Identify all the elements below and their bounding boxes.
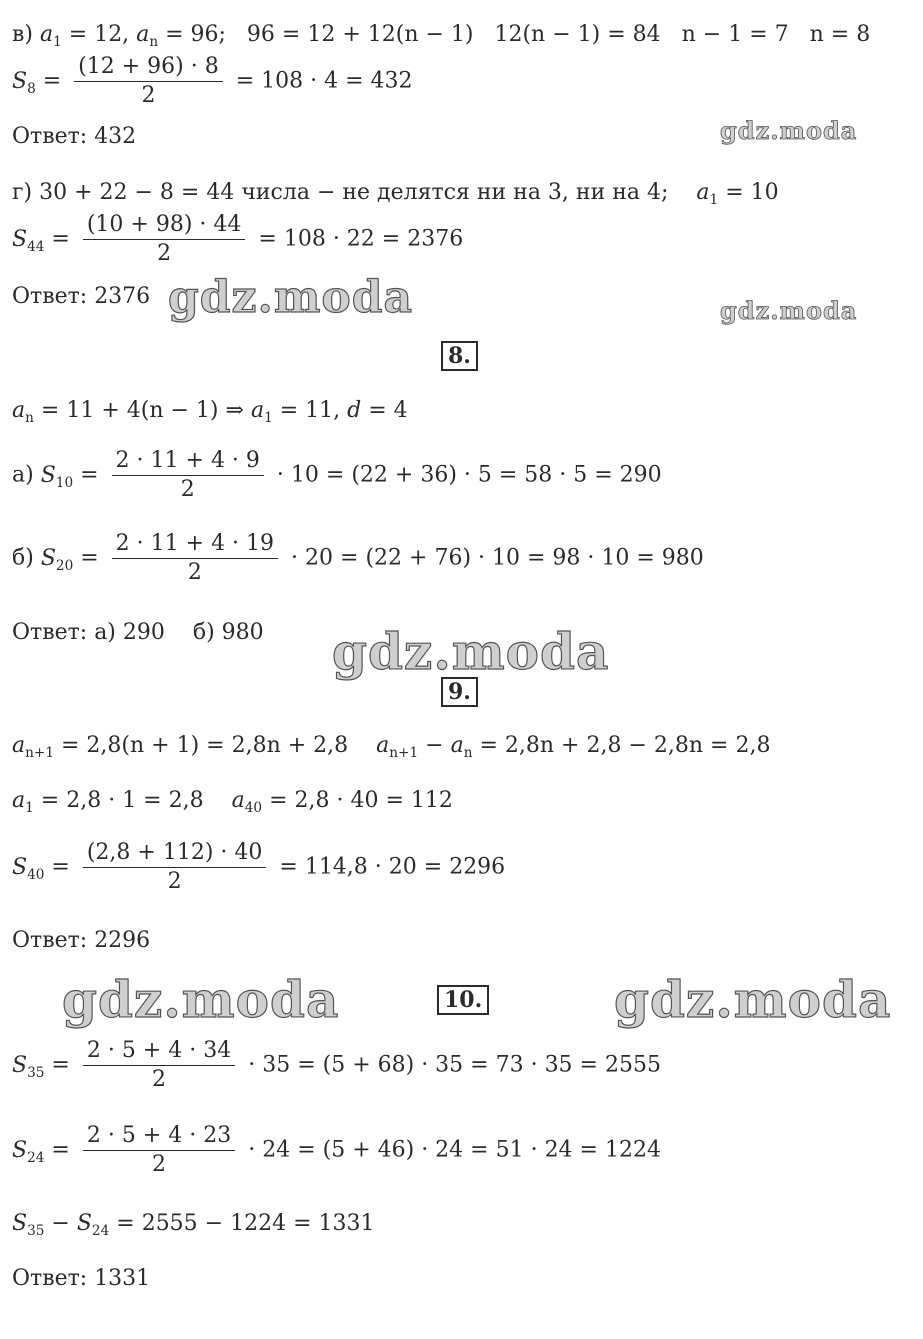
an-value: = 96; — [165, 22, 226, 47]
denominator: 2 — [152, 1152, 167, 1177]
part-v-line1 — [12, 24, 870, 50]
answer: Ответ: 1331 — [12, 1266, 151, 1291]
numerator: (12 + 96) · 8 — [74, 56, 223, 82]
var-an: $a_n$ — [12, 398, 34, 427]
denominator: 2 — [187, 560, 202, 585]
watermark: gdz.moda — [720, 116, 858, 145]
result: · 35 = (5 + 68) · 35 = 73 · 35 = 2555 — [248, 1052, 661, 1078]
denominator: 2 — [157, 241, 172, 266]
watermark: gdz.moda — [332, 622, 610, 681]
var-s: $S_{40}$ — [12, 854, 45, 883]
answer: Ответ: 2376 — [12, 284, 151, 309]
a1-value: = 10 — [725, 180, 779, 205]
eq-1: 96 = 12 + 12(n − 1) — [246, 22, 474, 47]
denominator: 2 — [180, 477, 195, 502]
watermark: gdz.moda — [168, 272, 414, 323]
task8-given — [12, 400, 408, 426]
result: · 10 = (22 + 36) · 5 = 58 · 5 = 290 — [276, 462, 662, 488]
result: = 108 · 22 = 2376 — [258, 226, 464, 252]
eq-3: n − 1 = 7 — [681, 22, 789, 47]
numerator: (10 + 98) · 44 — [83, 214, 246, 240]
var-s: $S_{35}$ — [12, 1052, 45, 1081]
var-an1: $a_{n+1}$ — [12, 733, 54, 762]
part-g-line1 — [12, 182, 779, 208]
fraction — [83, 1125, 235, 1176]
result: · 24 = (5 + 46) · 24 = 51 · 24 = 1224 — [248, 1137, 661, 1163]
formula: = 2,8(n + 1) = 2,8n + 2,8 — [61, 733, 349, 758]
part-v-sum: $S_8$ = $\frac{(12 + 96) \cdot 8}{2}$ = 108 · 4 = 432 — [12, 54, 413, 108]
task-number: 10. — [437, 985, 489, 1015]
var-an: $a_n$ — [136, 22, 159, 51]
var-s: $S_{24}$ — [76, 1211, 110, 1240]
numerator: 2 · 5 + 4 · 23 — [83, 1125, 235, 1151]
var-an: $a_n$ — [450, 733, 473, 762]
task9-line1: $a_{n+1} = 2,8(n + 1) = 2,8n + 2,8$ $a_{n+1} - a_n = 2,8n + 2,8 - 2,8n = 2,8$ — [12, 733, 771, 762]
task8-part-a: а) $S_{10}$ = $\frac{2 \cdot 11 + 4 \cdot 9}{2}$ · 10 = (22 + 36) · 5 = 58 · 5 = 290 — [12, 448, 662, 502]
denominator: 2 — [141, 83, 156, 108]
numerator: 2 · 11 + 4 · 19 — [112, 533, 278, 559]
part-label: б) — [12, 545, 34, 571]
var-a1: $a_1$ — [39, 22, 62, 51]
part-label: а) — [12, 462, 34, 488]
fraction — [112, 533, 278, 584]
part-g-statement: г) 30 + 22 − 8 = 44 числа − не делятся ни на 3, ни на 4; — [12, 180, 669, 205]
numerator: 2 · 5 + 4 · 34 — [83, 1040, 235, 1066]
result: = 2555 − 1224 = 1331 — [116, 1211, 375, 1236]
part-g-sum: $S_{44}$ = $\frac{(10 + 98) \cdot 44}{2}$ = 108 · 22 = 2376 — [12, 212, 464, 266]
task8-part-b: б) $S_{20}$ = $\frac{2 \cdot 11 + 4 \cdot 19}{2}$ · 20 = (22 + 76) · 10 = 98 · 10 = 980 — [12, 531, 704, 585]
var-s: $S_{10}$ — [40, 462, 74, 491]
task10-difference: $S_{35} - S_{24} = 2555 - 1224 = 1331$ — [12, 1211, 375, 1240]
difference: = 2,8n + 2,8 − 2,8n = 2,8 — [479, 733, 771, 758]
watermark: gdz.moda — [614, 970, 892, 1029]
var-s: $S_{44}$ — [12, 226, 45, 255]
given-formula: = 11 + 4(n − 1) ⇒ — [40, 398, 244, 423]
var-a40: $a_{40}$ — [231, 788, 263, 817]
task9-line2 — [12, 790, 453, 816]
denominator: 2 — [152, 1067, 167, 1092]
fraction — [83, 214, 246, 265]
task-number: 9. — [441, 677, 478, 707]
var-a1: $a_1$ — [696, 180, 719, 209]
fraction — [74, 56, 223, 107]
var-s: $S_8$ — [12, 68, 36, 97]
var-d: d — [347, 398, 362, 423]
task10-sum35: $S_{35}$ = $\frac{2 \cdot 5 + 4 \cdot 34}{2}$ · 35 = (5 + 68) · 35 = 73 · 35 = 2555 — [12, 1038, 661, 1092]
var-s: $S_{24}$ — [12, 1137, 45, 1166]
var-s: $S_{35}$ — [12, 1211, 45, 1240]
answer: Ответ: 432 — [12, 124, 137, 149]
task-number: 8. — [441, 341, 478, 371]
result: = 114,8 · 20 = 2296 — [279, 854, 506, 880]
fraction — [83, 1040, 235, 1091]
a1-value: = 2,8 · 1 = 2,8 — [40, 788, 204, 813]
watermark: gdz.moda — [62, 970, 340, 1029]
task9-sum: $S_{40}$ = $\frac{(2,8 + 112) \cdot 40}{2}$ = 114,8 · 20 = 2296 — [12, 840, 506, 894]
watermark: gdz.moda — [720, 296, 858, 325]
a1-value: = 12, — [68, 22, 130, 47]
answer: Ответ: а) 290 б) 980 — [12, 620, 264, 645]
task10-sum24: $S_{24}$ = $\frac{2 \cdot 5 + 4 \cdot 23}{2}$ · 24 = (5 + 46) · 24 = 51 · 24 = 1224 — [12, 1123, 661, 1177]
eq-2: 12(n − 1) = 84 — [494, 22, 661, 47]
fraction — [83, 842, 267, 893]
eq-4: n = 8 — [809, 22, 871, 47]
var-an1: $a_{n+1}$ — [376, 733, 419, 762]
a40-value: = 2,8 · 40 = 112 — [269, 788, 453, 813]
a1-value: = 11, — [279, 398, 341, 423]
numerator: (2,8 + 112) · 40 — [83, 842, 267, 868]
answer: Ответ: 2296 — [12, 928, 151, 953]
part-v-label: в) — [12, 22, 33, 47]
numerator: 2 · 11 + 4 · 9 — [112, 450, 264, 476]
result: · 20 = (22 + 76) · 10 = 98 · 10 = 980 — [291, 545, 704, 571]
d-value: = 4 — [368, 398, 408, 423]
result: = 108 · 4 = 432 — [235, 68, 413, 94]
denominator: 2 — [167, 869, 182, 894]
var-s: $S_{20}$ — [40, 545, 74, 574]
fraction — [112, 450, 264, 501]
var-a1: $a_1$ — [250, 398, 273, 427]
var-a1: $a_1$ — [12, 788, 34, 817]
